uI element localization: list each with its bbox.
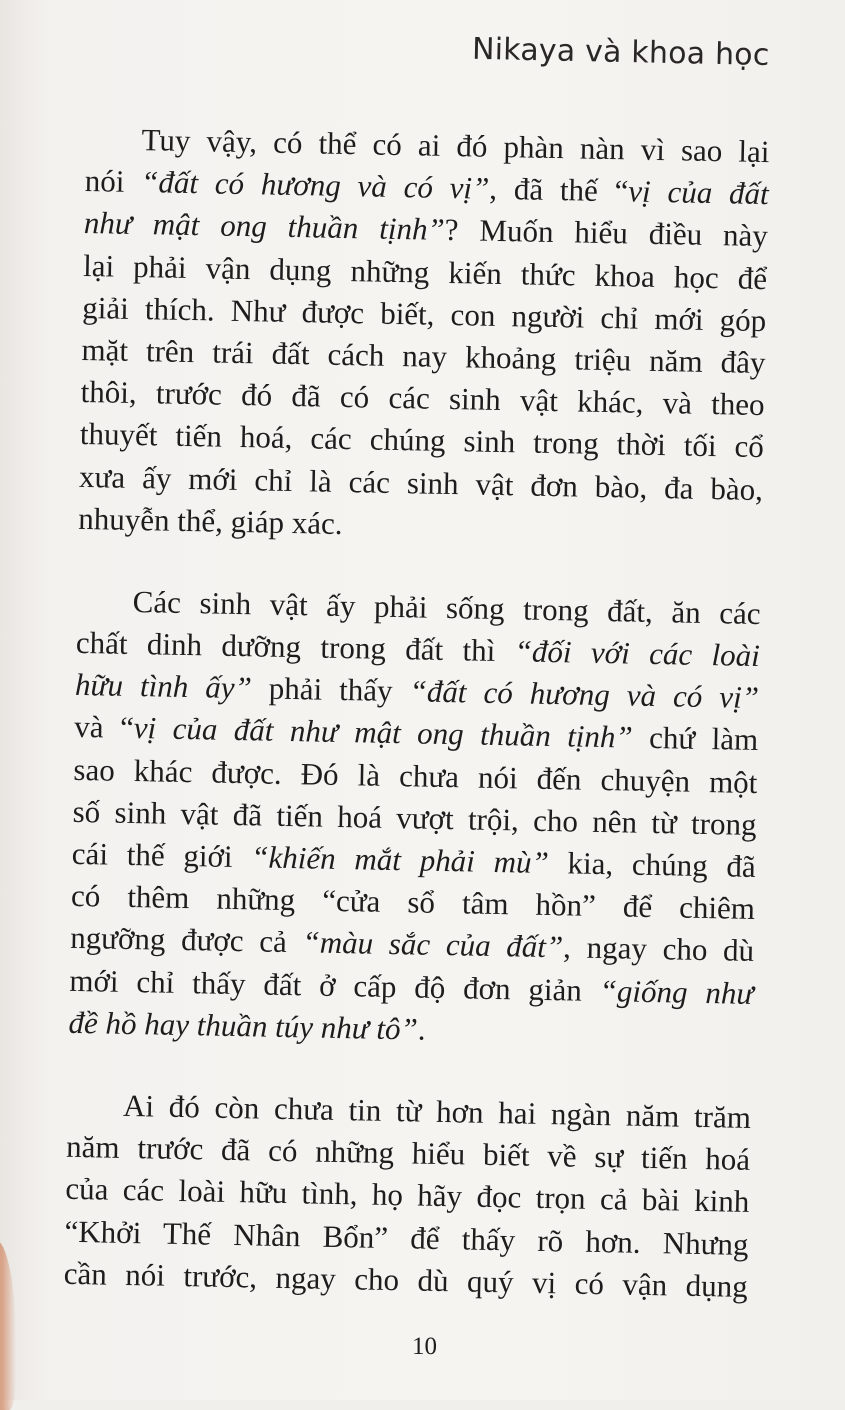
text-segment: chứ làm — [632, 720, 759, 758]
text-segment: lại phải vận dụng những kiến thức khoa học để — [82, 247, 768, 296]
italic-quote: “đất có hương và có vị” — [140, 164, 490, 206]
italic-quote: “đối với các loài — [514, 633, 761, 674]
text-segment: phải thấy — [251, 670, 410, 709]
italic-quote: “khiến mắt phải mù” — [251, 839, 550, 881]
italic-quote: “giống như — [599, 972, 754, 1011]
text-segment: ngưỡng được cả — [69, 920, 303, 960]
text-segment: Tuy vậy, có thể có ai đó phàn nàn vì sao lại — [141, 122, 770, 170]
italic-quote: “màu sắc của đất” — [302, 924, 564, 965]
running-header: Nikaya và khoa học — [471, 31, 770, 73]
text-segment: nhuyễn thể, giáp xác. — [77, 500, 343, 541]
text-segment: Ai đó còn chưa tin từ hơn hai ngàn năm trăm — [122, 1087, 752, 1135]
text-segment: . — [417, 1011, 426, 1047]
paragraph-1 — [78, 118, 770, 553]
text-segment: cần nói trước, ngay cho dù quý vị có vận dụng — [63, 1255, 749, 1304]
text-segment: Các sinh vật ấy phải sống trong đất, ăn các — [132, 583, 761, 631]
text-segment: và “ — [73, 709, 135, 746]
text-segment: , đã thế “ — [489, 170, 629, 209]
thumb-shadow — [0, 1240, 16, 1410]
italic-quote: vị của đất — [628, 173, 770, 212]
text-segment: ? Muốn hiểu điều này — [444, 212, 769, 254]
text-segment: chất dinh dưỡng trong đất thì — [75, 624, 515, 669]
text-segment: số sinh vật đã tiến hoá vượt trội, cho nên từ trong — [72, 793, 757, 842]
paragraph-2 — [68, 580, 761, 1057]
italic-quote: như mật ong thuần tịnh” — [83, 205, 446, 248]
text-segment: “Khởi Thế Nhân Bổn” để thấy rõ hơn. Nhưng — [64, 1213, 749, 1262]
text-segment: có thêm những “cửa sổ tâm hồn” để chiêm — [70, 878, 756, 927]
text-segment: giải thích. Như được biết, con người chỉ mới góp — [82, 289, 767, 338]
text-segment: sao khác được. Đó là chưa nói đến chuyện một — [73, 751, 758, 800]
text-segment: thôi, trước đó đã có các sinh vật khác, và theo — [80, 374, 765, 423]
text-segment: cái thế giới — [71, 835, 252, 875]
text-segment: mặt trên trái đất cách nay khoảng triệu năm đây — [81, 331, 766, 381]
body-text — [63, 118, 769, 1308]
text-segment: năm trước đã có những hiểu biết về sự tiến hoá — [65, 1128, 751, 1178]
italic-quote: vị của đất như mật ong thuần tịnh” — [133, 710, 634, 756]
text-segment: xưa ấy mới chỉ là các sinh vật đơn bào, đa bào, — [78, 458, 764, 507]
italic-quote: đề hồ hay thuần túy như tô” — [68, 1004, 419, 1047]
paragraph-3 — [63, 1084, 751, 1308]
text-segment: mới chỉ thấy đất ở cấp độ đơn giản — [69, 962, 601, 1008]
text-segment: của các loài hữu tình, họ hãy đọc trọn cả bài kinh — [65, 1171, 750, 1220]
text-segment: , ngay cho dù — [562, 929, 755, 969]
text-segment: thuyết tiến hoá, các chúng sinh trong thời tối cổ — [79, 416, 765, 465]
italic-quote: “đất có hương và có vị” — [409, 673, 760, 716]
text-segment: kia, chúng đã — [548, 845, 757, 884]
page-number: 10 — [412, 1333, 437, 1360]
text-segment: nói — [84, 163, 142, 200]
italic-quote: hữu tình ấy” — [74, 667, 253, 706]
